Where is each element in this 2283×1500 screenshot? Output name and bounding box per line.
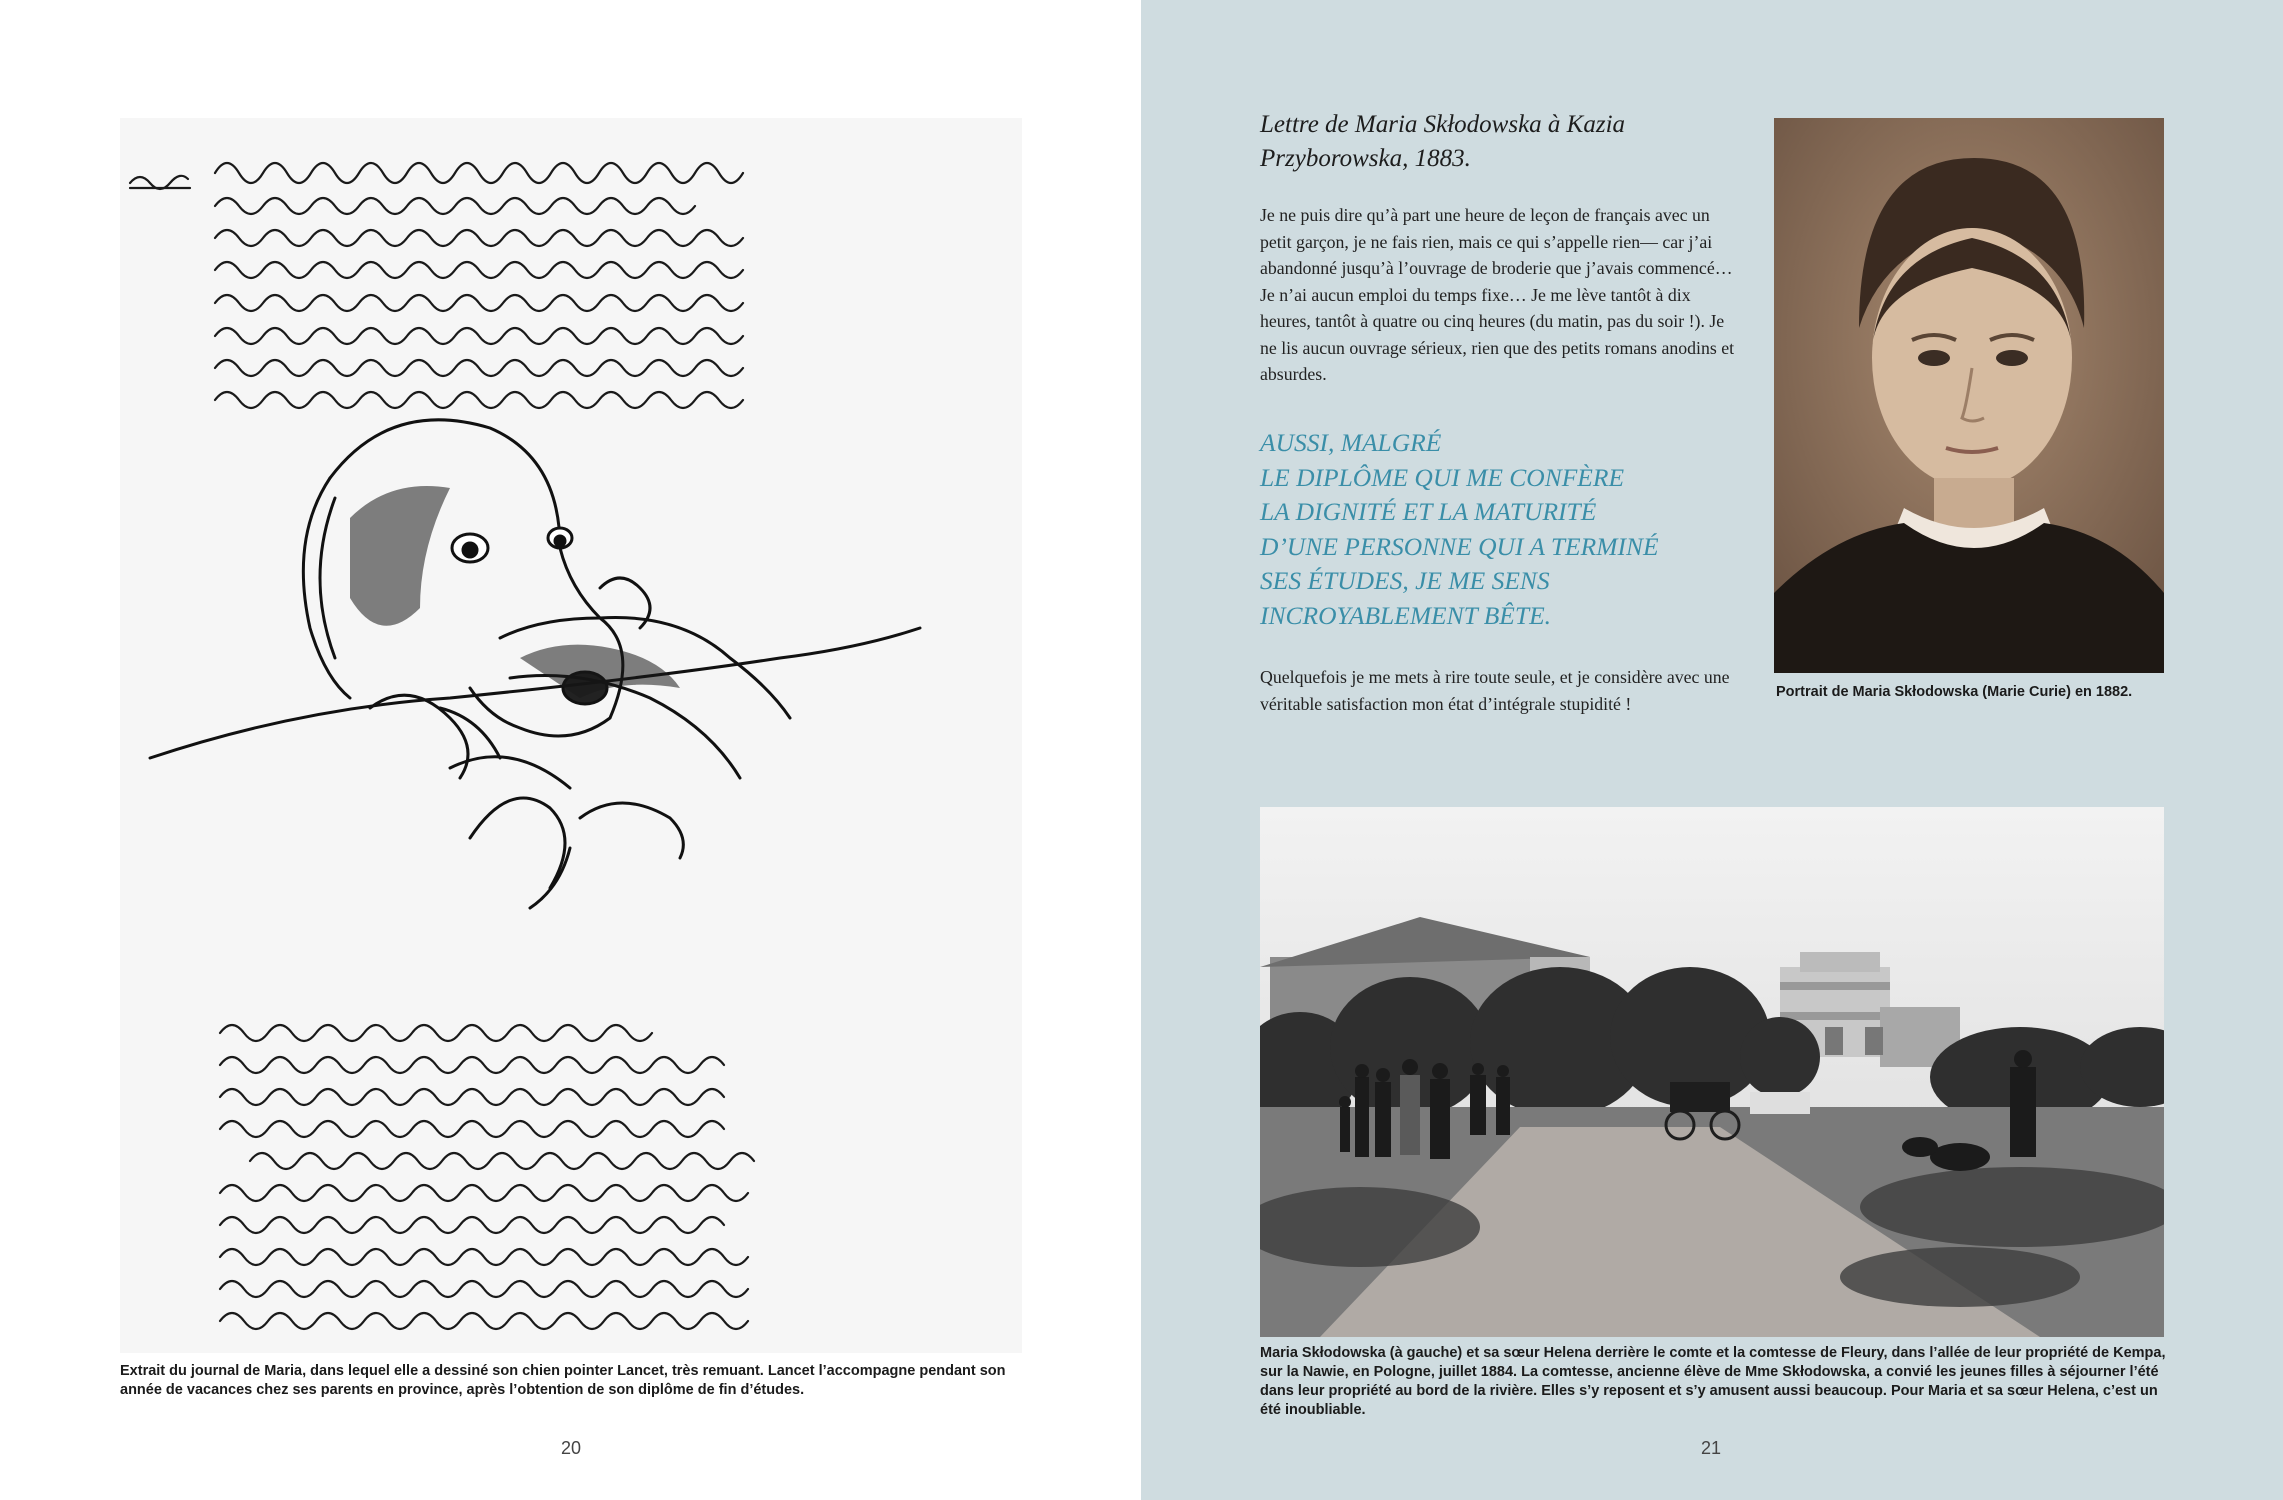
quote-line: LA DIGNITÉ ET LA MATURITÉ: [1260, 497, 1597, 526]
right-page: [1141, 0, 2283, 1500]
quote-line: SES ÉTUDES, JE ME SENS: [1260, 566, 1550, 595]
pull-quote: [1260, 426, 1730, 633]
letter-paragraph-1: Je ne puis dire qu’à part une heure de leçon de français avec un petit garçon, je ne fais rien, mais ce qui s’appelle rien— car j’ai abandonné jusqu’à l’ouvrage de broderie que j’avais commencé… Je n’ai aucun emploi du temps fixe… Je me lève tantôt à dix heures, tantôt à quatre ou cinq heures (du matin, pas du soir !). Je ne lis aucun ouvrage sérieux, rien que des petits romans anodins et absurdes.: [1260, 205, 1735, 384]
estate-caption: Maria Skłodowska (à gauche) et sa sœur Helena derrière le comte et la comtesse de Fleury, dans l’allée de leur propriété de Kempa, sur la Nawie, en Pologne, juillet 1884. La comtesse, ancienne élève de Mme Skłodowska, a convié les jeunes filles à séjourner l’été dans leur propriété au bord de la rivière. Elles s’y reposent et s’y amusent aussi beaucoup. Pour Maria et sa sœur Helena, c’est un été inoubliable.: [1260, 1345, 2166, 1418]
portrait-icon: [1774, 118, 2164, 673]
estate-icon: [1260, 807, 2164, 1337]
quote-line: D’UNE PERSONNE QUI A TERMINÉ: [1260, 531, 1659, 561]
page-number-right: 21: [1700, 1438, 1722, 1458]
estate-photo: [1260, 807, 2164, 1337]
left-page: [0, 0, 1141, 1500]
quote-line: LE DIPLÔME QUI ME CONFÈRE: [1260, 462, 1625, 492]
diary-caption: Extrait du journal de Maria, dans lequel elle a dessiné son chien pointer Lancet, très remuant. Lancet l’accompagne pendant son année de vacances chez ses parents en province, après l’obtention de son diplôme de fin d’études.: [120, 1363, 1006, 1398]
letter-paragraph-2: Quelquefois je me mets à rire toute seule, et je considère avec une véritable satisfaction mon état d’intégrale stupidité !: [1260, 667, 1730, 714]
quote-line: AUSSI, MALGRÉ: [1260, 428, 1442, 457]
page-number-left: 20: [560, 1438, 582, 1458]
quote-line: INCROYABLEMENT BÊTE.: [1260, 600, 1552, 630]
letter-title: Lettre de Maria Skłodowska à Kazia Przyborowska, 1883.: [1260, 111, 1626, 172]
portrait-caption: Portrait de Maria Skłodowska (Marie Curie) en 1882.: [1776, 684, 2133, 700]
diary-sketch-image: [120, 118, 1022, 1353]
dog-sketch-icon: [120, 118, 1022, 1353]
portrait-photo: [1774, 118, 2164, 673]
